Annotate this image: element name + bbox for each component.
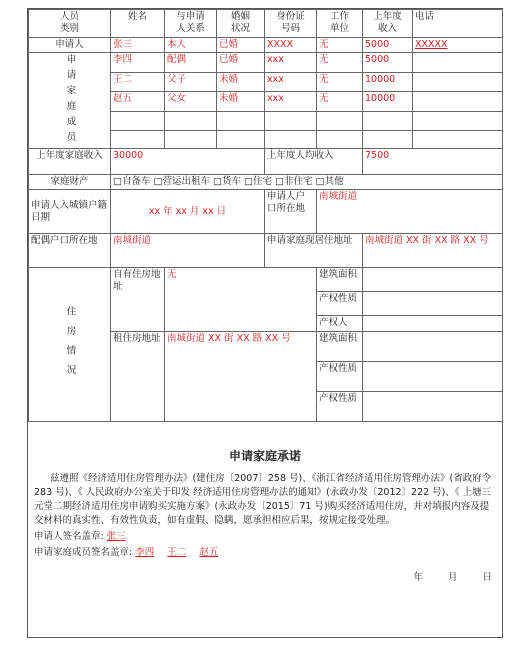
members-sign-line — [34, 546, 496, 560]
per-capita-label: 上年度人均收入 — [265, 149, 363, 175]
member-income — [363, 130, 413, 148]
header-relation: 与申请 人关系 — [165, 10, 217, 38]
member-marital — [217, 130, 265, 148]
member-id — [265, 130, 317, 148]
applicant-income: 5000 — [363, 38, 413, 53]
member-income: 10000 — [363, 92, 413, 112]
pledge-section — [28, 439, 502, 637]
assets-row — [29, 175, 503, 190]
hukou-date-label: 申请人入城镇户籍日期 — [29, 190, 111, 234]
member-marital: 已婚 — [217, 53, 265, 73]
applicant-label: 申请人 — [29, 38, 111, 53]
spouse-hukou-label: 配偶户口所在地 — [29, 234, 111, 268]
applicant-name: 张三 — [111, 38, 165, 53]
table-header-row — [29, 10, 503, 38]
member-relation: 父子 — [165, 72, 217, 92]
member-signature: 赵五 — [199, 547, 219, 558]
header-category: 人员 类别 — [29, 10, 111, 38]
hukou-addr-label: 申请人户口所在地 — [265, 190, 317, 234]
member-name: 李四 — [111, 53, 165, 73]
member-work — [317, 112, 363, 130]
housing-label: 住房情况 — [29, 268, 111, 422]
own-owner-label: 产权人 — [317, 316, 363, 332]
member-relation — [165, 130, 217, 148]
household-info-table — [28, 9, 503, 422]
own-house-label: 自有住房地址 — [111, 268, 165, 332]
residence-label: 申请家庭现居住地址 — [265, 234, 363, 268]
member-work — [317, 130, 363, 148]
applicant-row — [29, 38, 503, 53]
member-marital — [217, 112, 265, 130]
assets-options: □自备车 □营运出租车 □货车 □住宅 □非住宅 □其他 — [111, 175, 503, 190]
rent-area-value — [363, 332, 503, 362]
members-sign-label: 申请家庭成员签名盖章: — [34, 547, 133, 558]
member-signature: 王二 — [167, 547, 187, 558]
own-house-value: 无 — [165, 268, 317, 332]
own-house-row — [29, 268, 503, 292]
member-phone — [413, 130, 503, 148]
member-relation: 父女 — [165, 92, 217, 112]
member-relation — [165, 112, 217, 130]
hukou-addr-value: 南城街道 — [317, 190, 503, 234]
date-line: 年 月 日 — [413, 572, 492, 583]
rent-owner-value — [363, 392, 503, 422]
applicant-work: 无 — [317, 38, 363, 53]
own-nature-value — [363, 292, 503, 316]
member-income: 5000 — [363, 53, 413, 73]
member-marital: 未婚 — [217, 92, 265, 112]
rent-house-label: 租住房地址 — [111, 332, 165, 422]
residence-value: 南城街道 XX 街 XX 路 XX 号 — [363, 234, 503, 268]
member-phone — [413, 92, 503, 112]
spouse-hukou-value: 南城街道 — [111, 234, 265, 268]
member-marital: 未婚 — [217, 72, 265, 92]
member-id: xxx — [265, 92, 317, 112]
applicant-phone: XXXXX — [413, 38, 503, 53]
residence-row — [29, 234, 503, 268]
rent-nature-label: 产权性质 — [317, 362, 363, 392]
own-area-label: 建筑面积 — [317, 268, 363, 292]
header-marital: 婚姻 状况 — [217, 10, 265, 38]
rent-nature-value — [363, 362, 503, 392]
applicant-id: XXXX — [265, 38, 317, 53]
assets-label: 家庭财产 — [29, 175, 111, 190]
header-work: 工作 单位 — [317, 10, 363, 38]
rent-area-label: 建筑面积 — [317, 332, 363, 362]
member-id: xxx — [265, 72, 317, 92]
pledge-title: 申请家庭承诺 — [228, 449, 301, 463]
member-label: 申请家庭成员 — [29, 53, 111, 149]
member-signature: 李四 — [135, 547, 155, 558]
member-row — [29, 53, 503, 73]
member-phone — [413, 53, 503, 73]
applicant-sign-line — [34, 530, 496, 544]
header-name: 姓名 — [111, 10, 165, 38]
own-area-value — [363, 268, 503, 292]
header-phone: 电话 — [413, 10, 503, 38]
member-phone — [413, 112, 503, 130]
member-phone — [413, 72, 503, 92]
applicant-signature: 张三 — [106, 531, 126, 542]
rent-house-value: 南城街道 XX 街 XX 路 XX 号 — [165, 332, 317, 422]
applicant-marital: 已婚 — [217, 38, 265, 53]
hukou-date-value: xx 年 xx 月 xx 日 — [111, 190, 265, 234]
member-relation: 配偶 — [165, 53, 217, 73]
member-id: xxx — [265, 53, 317, 73]
member-work: 无 — [317, 53, 363, 73]
member-work: 无 — [317, 72, 363, 92]
applicant-relation: 本人 — [165, 38, 217, 53]
member-name — [111, 130, 165, 148]
income-label: 上年度家庭收入 — [29, 149, 111, 175]
income-value: 30000 — [111, 149, 265, 175]
applicant-sign-label: 申请人签名盖章: — [34, 531, 104, 542]
member-income: 10000 — [363, 72, 413, 92]
application-form — [27, 8, 503, 638]
hukou-row — [29, 190, 503, 234]
member-work: 无 — [317, 92, 363, 112]
member-id — [265, 112, 317, 130]
own-nature-label: 产权性质 — [317, 292, 363, 316]
member-name — [111, 112, 165, 130]
income-row — [29, 149, 503, 175]
pledge-body: 兹遵照《经济适用住房管理办法》(建住房〔2007〕258 号)、《浙江省经济适用住房管理办法》(省政府令 283 号)、《 人民政府办公室关于印发 经济适用住房管理办法的通知》(永政办发〔2012〕222 号)、《 上塘三元堂二期经济适用住房申请购买实施方案》(永政办发〔2015〕71 号)购买经济适用住房，并对填报内容及提交材料的真实性、有效性负责，如有虚假、隐瞒，愿承担相应后果，按规定接受处理。 — [34, 473, 492, 526]
own-owner-value — [363, 316, 503, 332]
header-income: 上年度 收入 — [363, 10, 413, 38]
header-id: 身份证 号码 — [265, 10, 317, 38]
member-income — [363, 112, 413, 130]
per-capita-value: 7500 — [363, 149, 503, 175]
member-name: 赵五 — [111, 92, 165, 112]
rent-owner-label: 产权性质 — [317, 392, 363, 422]
member-name: 王二 — [111, 72, 165, 92]
